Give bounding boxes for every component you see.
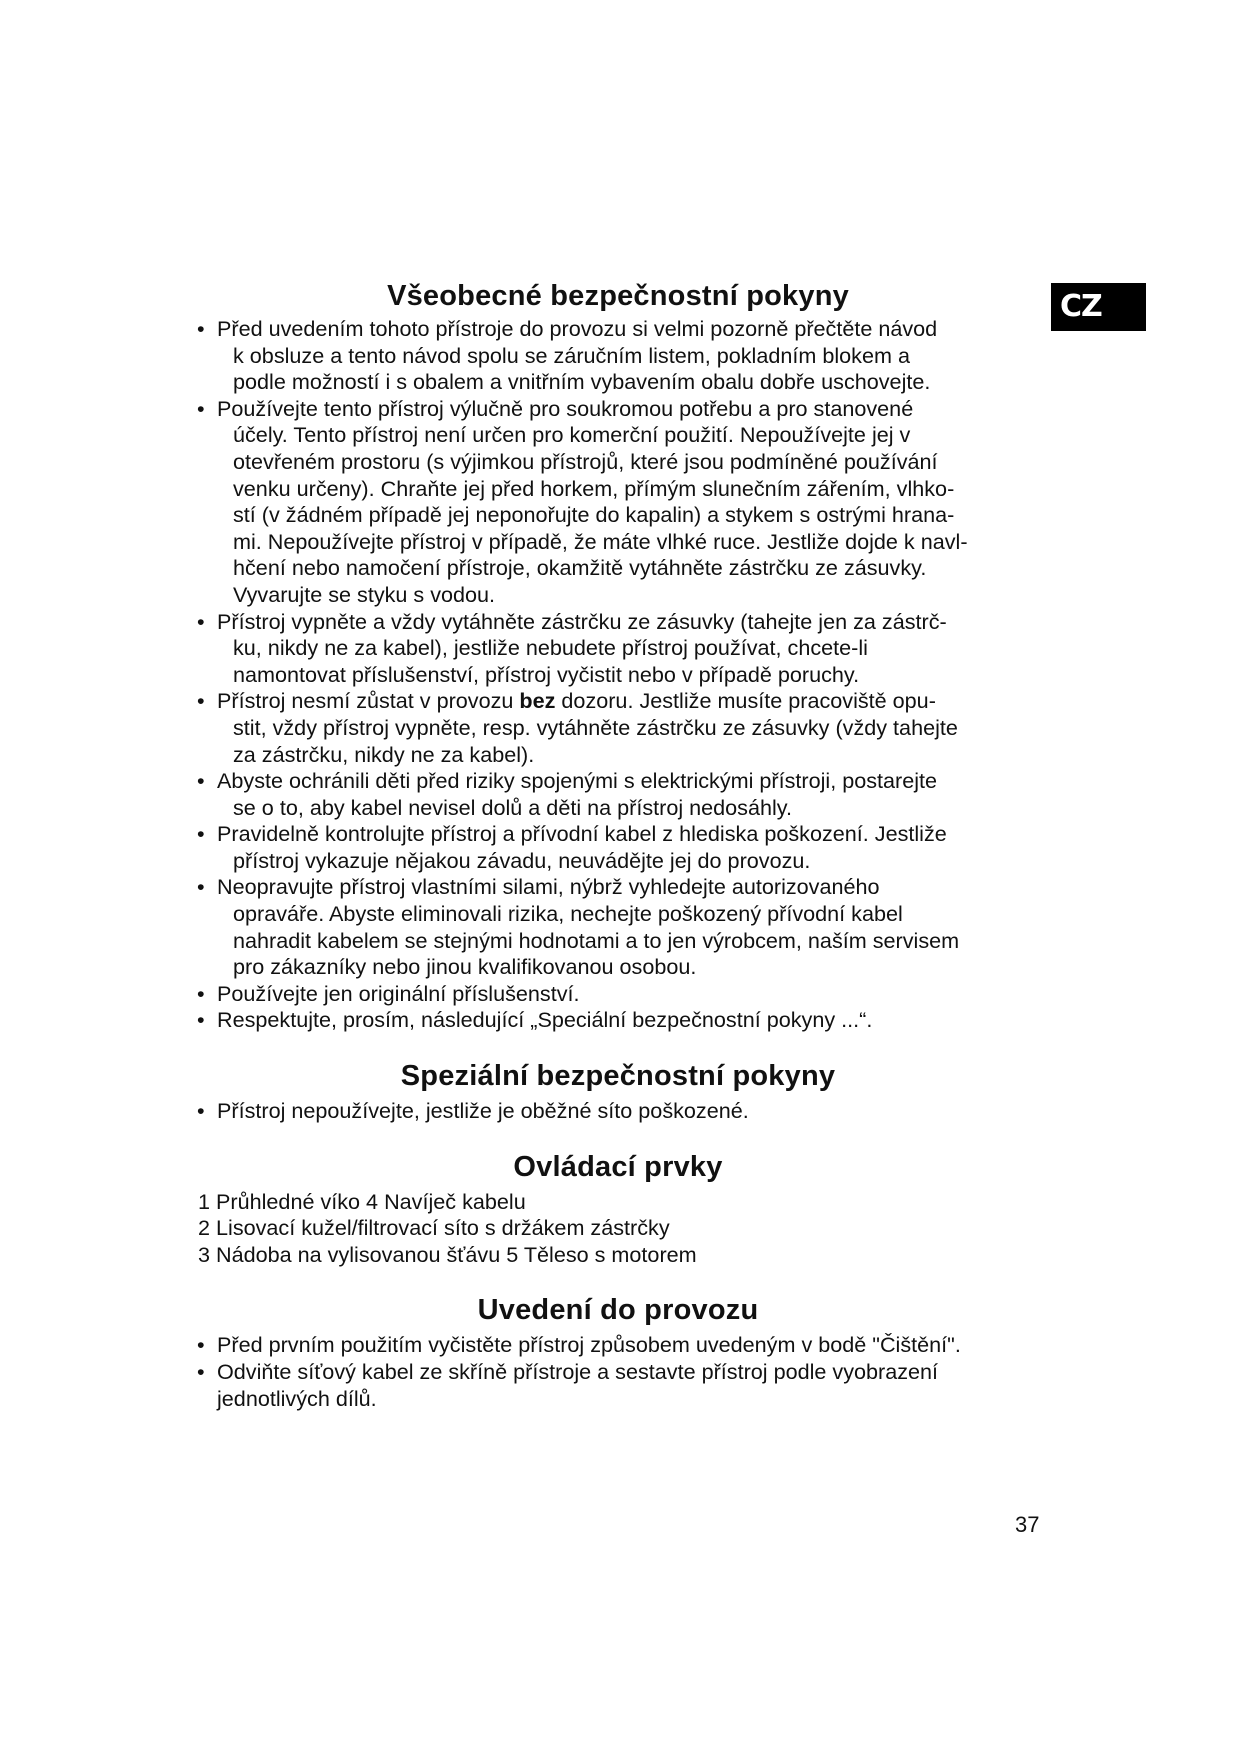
bold-text: bez [519,688,556,714]
text-line: podle možností i s obalem a vnitřním vybavením obalu dobře uschovejte. [233,369,931,395]
bullet-icon: • [197,980,205,1006]
list-item [190,316,1046,396]
text-line: Přístroj vypněte a vždy vytáhněte zástrčku ze zásuvky (tahejte jen za zástrč- [217,608,947,634]
text-line: ku, nikdy ne za kabel), jestliže nebudete přístroj používat, chcete-li [233,635,868,661]
text-line: k obsluze a tento návod spolu se záručním listem, pokladním blokem a [233,342,910,368]
section-title-special-safety: Speziální bezpečnostní pokyny [400,1060,836,1093]
document-body [190,276,1046,1412]
list-item [190,768,1046,821]
list-item [190,1098,1046,1125]
text-line: Přístroj nepoužívejte, jestliže je oběžné síto poškozené. [217,1098,749,1124]
text-run: Přístroj nesmí zůstat v provozu [217,688,520,714]
text-line: za zástrčku, nikdy ne za kabel). [233,741,535,767]
list-item [190,609,1046,689]
text-line: Odviňte síťový kabel ze skříně přístroje a sestavte přístroj podle vyobrazení [217,1359,939,1384]
text-line: Pravidelně kontrolujte přístroj a přívodní kabel z hlediska poškození. Jestliže [217,821,947,847]
bullet-icon: • [197,608,205,634]
text-line: Používejte jen originální příslušenství. [217,980,580,1006]
text-line: stí (v žádném případě jej neponořujte do kapalin) a stykem s ostrými hrana- [233,502,955,528]
text-line: Neopravujte přístroj vlastními silami, nýbrž vyhledejte autorizovaného [217,874,880,900]
section-title-startup: Uvedení do provozu [477,1294,759,1327]
list-item: 2 Lisovací kužel/filtrovací síto s držákem zástrčky [198,1215,670,1241]
special-safety-list [190,1098,1046,1125]
text-line: nahradit kabelem se stejnými hodnotami a to jen výrobcem, naším servisem [233,927,960,953]
text-run: dozoru. Jestliže musíte pracoviště opu- [555,688,936,714]
list-item [190,688,1046,768]
list-item [190,821,1046,874]
section-title-controls: Ovládací prvky [513,1150,723,1183]
language-tab: CZ [1051,283,1146,331]
list-item [190,874,1046,980]
bullet-icon: • [197,768,205,794]
text-line: se o to, aby kabel nevisel dolů a děti na přístroj nedosáhly. [233,794,792,820]
text-line: opraváře. Abyste eliminovali rizika, nechejte poškozený přívodní kabel [233,901,903,927]
general-safety-list [190,316,1046,1034]
list-item [190,1359,1046,1412]
text-line: Respektujte, prosím, následující „Speciální bezpečnostní pokyny ...“. [217,1007,873,1033]
text-line: otevřeném prostoru (s výjimkou přístrojů, které jsou podmíněné používání [233,448,938,474]
bullet-icon: • [197,316,205,341]
bullet-icon: • [197,1359,205,1384]
section-title-general-safety: Všeobecné bezpečnostní pokyny [387,280,849,312]
text-line: účely. Tento přístroj není určen pro komerční použití. Nepoužívejte jej v [233,422,911,448]
list-item [190,981,1046,1008]
startup-list [190,1332,1046,1412]
bullet-icon: • [197,1007,205,1033]
text-line [217,688,1046,715]
text-line: Vyvarujte se styku s vodou. [233,581,496,607]
text-line: Používejte tento přístroj výlučně pro soukromou potřebu a pro stanovené [217,395,914,421]
text-line: Před uvedením tohoto přístroje do provozu si velmi pozorně přečtěte návod [217,316,938,341]
bullet-icon: • [197,395,205,421]
list-item: 3 Nádoba na vylisovanou šťávu 5 Těleso s motorem [198,1241,697,1267]
bullet-icon: • [197,821,205,847]
text-line: mi. Nepoužívejte přístroj v případě, že máte vlhké ruce. Jestliže dojde k navl- [233,528,968,554]
text-line: venku určeny). Chraňte jej před horkem, přímým slunečním zářením, vlhko- [233,475,955,501]
text-line: namontovat příslušenství, přístroj vyčistit nebo v případě poruchy. [233,661,860,687]
list-item [190,1007,1046,1034]
text-line: přístroj vykazuje nějakou závadu, neuvádějte jej do provozu. [233,847,811,873]
text-line: hčení nebo namočení přístroje, okamžitě vytáhněte zástrčku ze zásuvky. [233,555,927,581]
text-line: Před prvním použitím vyčistěte přístroj způsobem uvedeným v bodě "Čištění". [217,1332,961,1358]
list-item [190,396,1046,609]
text-line: Abyste ochránili děti před riziky spojenými s elektrickými přístroji, postarejte [217,768,938,794]
bullet-icon: • [197,1332,205,1358]
list-item [190,1332,1046,1359]
text-line: stit, vždy přístroj vypněte, resp. vytáhněte zástrčku ze zásuvky (vždy tahejte [233,714,958,740]
text-line: jednotlivých dílů. [217,1385,377,1411]
bullet-icon: • [197,688,205,714]
bullet-icon: • [197,1098,205,1124]
bullet-icon: • [197,874,205,900]
controls-list [190,1189,1046,1269]
list-item: 1 Průhledné víko 4 Navíječ kabelu [198,1188,526,1214]
text-line: pro zákazníky nebo jinou kvalifikovanou osobou. [233,954,697,980]
page-number: 37 [1015,1512,1040,1537]
